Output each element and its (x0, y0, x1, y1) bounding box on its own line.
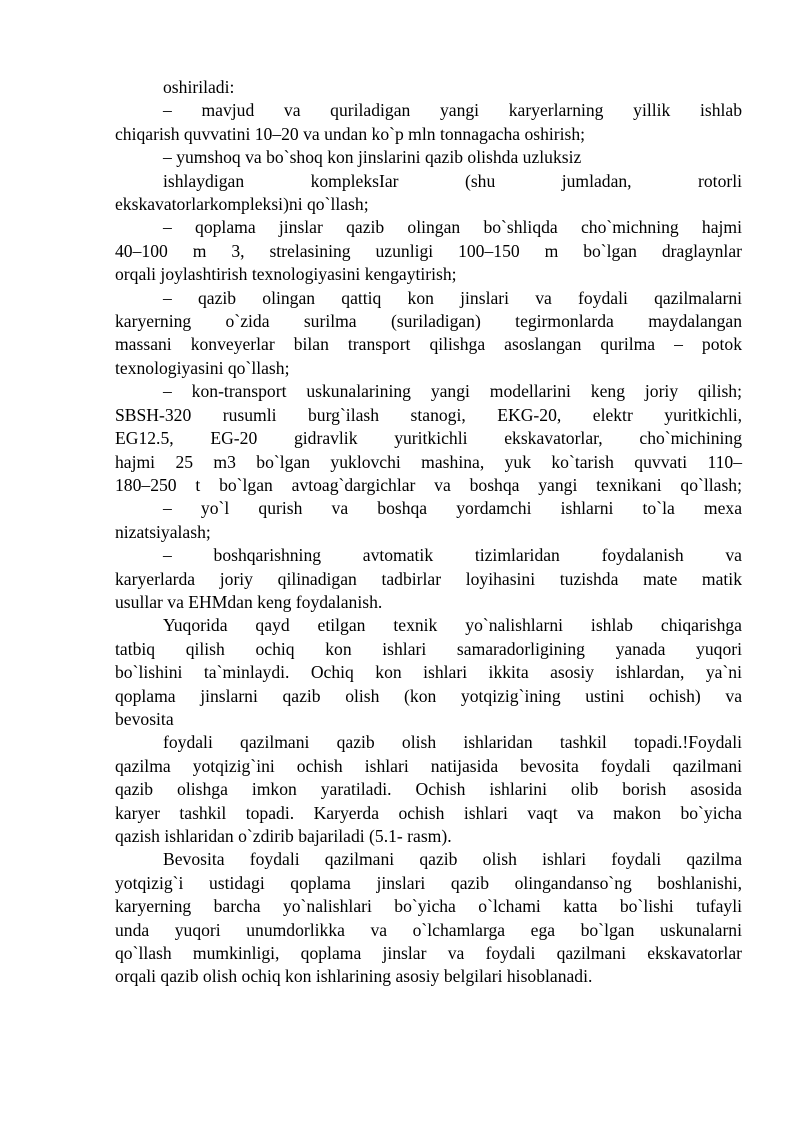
text-line: oshiriladi: (163, 77, 235, 97)
text-line: – mavjud va quriladigan yangi karyerlarning yillik ishlab (163, 100, 742, 121)
document-body (115, 76, 742, 989)
text-line: Bevosita foydali qazilmani qazib olish ishlari foydali qazilma (163, 849, 742, 870)
text-line: karyerlarda joriy qilinadigan tadbirlar loyihasini tuzishda mate matik (115, 568, 742, 589)
text-line: texnologiyasini qo`llash; (115, 357, 290, 378)
text-line: qoplama jinslarni qazib olish (kon yotqizig`ining ustini ochish) va (115, 685, 742, 706)
text-line: hajmi 25 m3 bo`lgan yuklovchi mashina, yuk ko`tarish quvvati 110– (115, 451, 742, 472)
text-line: bevosita (115, 708, 174, 729)
text-line: karyerning barcha yo`nalishlari bo`yicha o`lchami katta bo`lishi tufayli (115, 896, 742, 917)
text-line: EG12.5, EG-20 gidravlik yuritkichli ekskavatorlar, cho`michining (115, 428, 742, 449)
text-line: – qazib olingan qattiq kon jinslari va foydali qazilmalarni (163, 287, 742, 308)
text-line: ishlaydigan kompleksIar (shu jumladan, rotorli (163, 170, 742, 191)
text-line: chiqarish quvvatini 10–20 va undan ko`p mln tonnagacha oshirish; (115, 123, 586, 144)
text-line: SBSH-320 rusumli burg`ilash stanogi, EKG-20, elektr yuritkichli, (115, 404, 742, 425)
text-line: karyer tashkil topadi. Karyerda ochish ishlari vaqt va makon bo`yicha (115, 802, 742, 823)
text-line: Yuqorida qayd etilgan texnik yo`nalishlarni ishlab chiqarishga (163, 615, 742, 636)
document-page (115, 76, 742, 989)
text-line: 40–100 m 3, strelasining uzunligi 100–150 m bo`lgan draglaynlar (115, 240, 742, 261)
text-line: usullar va EHMdan keng foydalanish. (115, 591, 383, 612)
text-line: – kon-transport uskunalarining yangi modellarini keng joriy qilish; (163, 381, 742, 402)
text-line: ekskavatorlarkompleksi)ni qo`llash; (115, 194, 369, 215)
text-line: yotqizig`i ustidagi qoplama jinslari qazib olingandanso`ng boshlanishi, (115, 872, 742, 893)
text-line: – qoplama jinslar qazib olingan bo`shliqda cho`michning hajmi (163, 217, 742, 238)
text-line: karyerning o`zida surilma (suriladigan) tegirmonlarda maydalangan (115, 311, 742, 332)
text-line: – boshqarishning avtomatik tizimlaridan foydalanish va (163, 545, 742, 566)
text-line: bo`lishini ta`minlaydi. Ochiq kon ishlari ikkita asosiy ishlardan, ya`ni (115, 662, 742, 683)
text-line: massani konveyerlar bilan transport qilishga asoslangan qurilma – potok (115, 334, 742, 355)
text-line: qazilma yotqizig`ini ochish ishlari natijasida bevosita foydali qazilmani (115, 755, 742, 776)
text-line: foydali qazilmani qazib olish ishlaridan tashkil topadi.!Foydali (163, 732, 742, 753)
text-line: qazish ishlaridan o`zdirib bajariladi (5.1- rasm). (115, 826, 452, 846)
text-line: unda yuqori unumdorlikka va o`lchamlarga ega bo`lgan uskunalarni (115, 919, 742, 940)
text-line: nizatsiyalash; (115, 521, 211, 542)
text-line: tatbiq qilish ochiq kon ishlari samaradorligining yanada yuqori (115, 638, 742, 659)
text-line: qazib olishga imkon yaratiladi. Ochish ishlarini olib borish asosida (115, 779, 742, 800)
text-line: orqali joylashtirish texnologiyasini kengaytirish; (115, 264, 457, 285)
text-line: – yo`l qurish va boshqa yordamchi ishlarni to`la mexa (163, 498, 742, 519)
text-line: 180–250 t bo`lgan avtoag`dargichlar va boshqa yangi texnikani qo`llash; (115, 474, 742, 495)
text-line: – yumshoq va bo`shoq kon jinslarini qazib olishda uzluksiz (163, 147, 582, 168)
text-line: qo`llash mumkinligi, qoplama jinslar va foydali qazilmani ekskavatorlar (115, 943, 742, 964)
text-line: orqali qazib olish ochiq kon ishlarining asosiy belgilari hisoblanadi. (115, 966, 593, 987)
